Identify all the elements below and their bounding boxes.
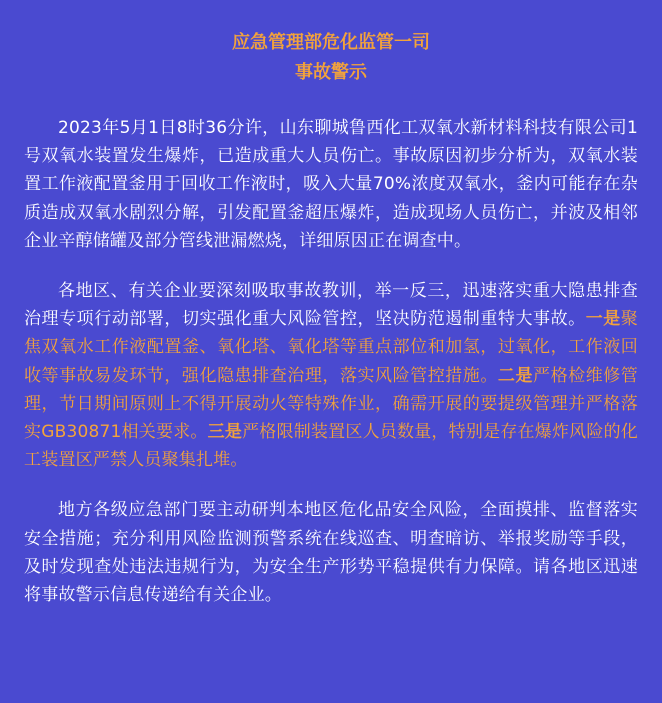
item2-text: 严格检维修管理，节日期间原则上不得开展动火等特殊作业，确需开展的要提级管理并严格落实GB30871相关要求。 bbox=[24, 365, 638, 443]
paragraph-incident bbox=[24, 114, 638, 255]
paragraph-requirements bbox=[24, 277, 638, 474]
item3-text: 严格限制装置区人员数量，特别是存在爆炸风险的化工装置区严禁人员聚集扎堆。 bbox=[24, 422, 638, 471]
notice-subtitle: 事故警示 bbox=[295, 62, 367, 83]
item3-label: 三是 bbox=[207, 422, 243, 443]
paragraph-local-text: 地方各级应急部门要主动研判本地区危化品安全风险，全面摸排、监督落实安全措施；充分利用风险监测预警系统在线巡查、明查暗访、举报奖励等手段，及时发现查处违法违规行为，为安全生产形势平稳提供有力保障。请各地区迅速将事故警示信息传递给有关企业。 bbox=[24, 500, 638, 606]
requirements-intro: 各地区、有关企业要深刻吸取事故教训，举一反三，迅速落实重大隐患排查治理专项行动部署，切实强化重大风险管控，坚决防范遏制重特大事故。 bbox=[24, 281, 638, 330]
paragraph-incident-text: 2023年5月1日8时36分许，山东聊城鲁西化工双氧水新材料科技有限公司1号双氧水装置发生爆炸，已造成重大人员伤亡。事故原因初步分析为，双氧水装置工作液配置釜用于回收工作液时，吸入大量70%浓度双氧水，釜内可能存在杂质造成双氧水剧烈分解，引发配置釜超压爆炸，造成现场人员伤亡，并波及相邻企业辛醇储罐及部分管线泄漏燃烧，详细原因正在调查中。 bbox=[24, 118, 638, 251]
item1-label: 一是 bbox=[585, 309, 621, 330]
item2-label: 二是 bbox=[497, 365, 534, 386]
item1-text: 聚焦双氧水工作液配置釜、氧化塔、氧化塔等重点部位和加氢，过氧化，工作液回收等事故易发环节，强化隐患排查治理，落实风险管控措施。 bbox=[24, 309, 638, 386]
paragraph-local-departments bbox=[24, 496, 638, 609]
issuer-title: 应急管理部危化监管一司 bbox=[232, 32, 430, 53]
